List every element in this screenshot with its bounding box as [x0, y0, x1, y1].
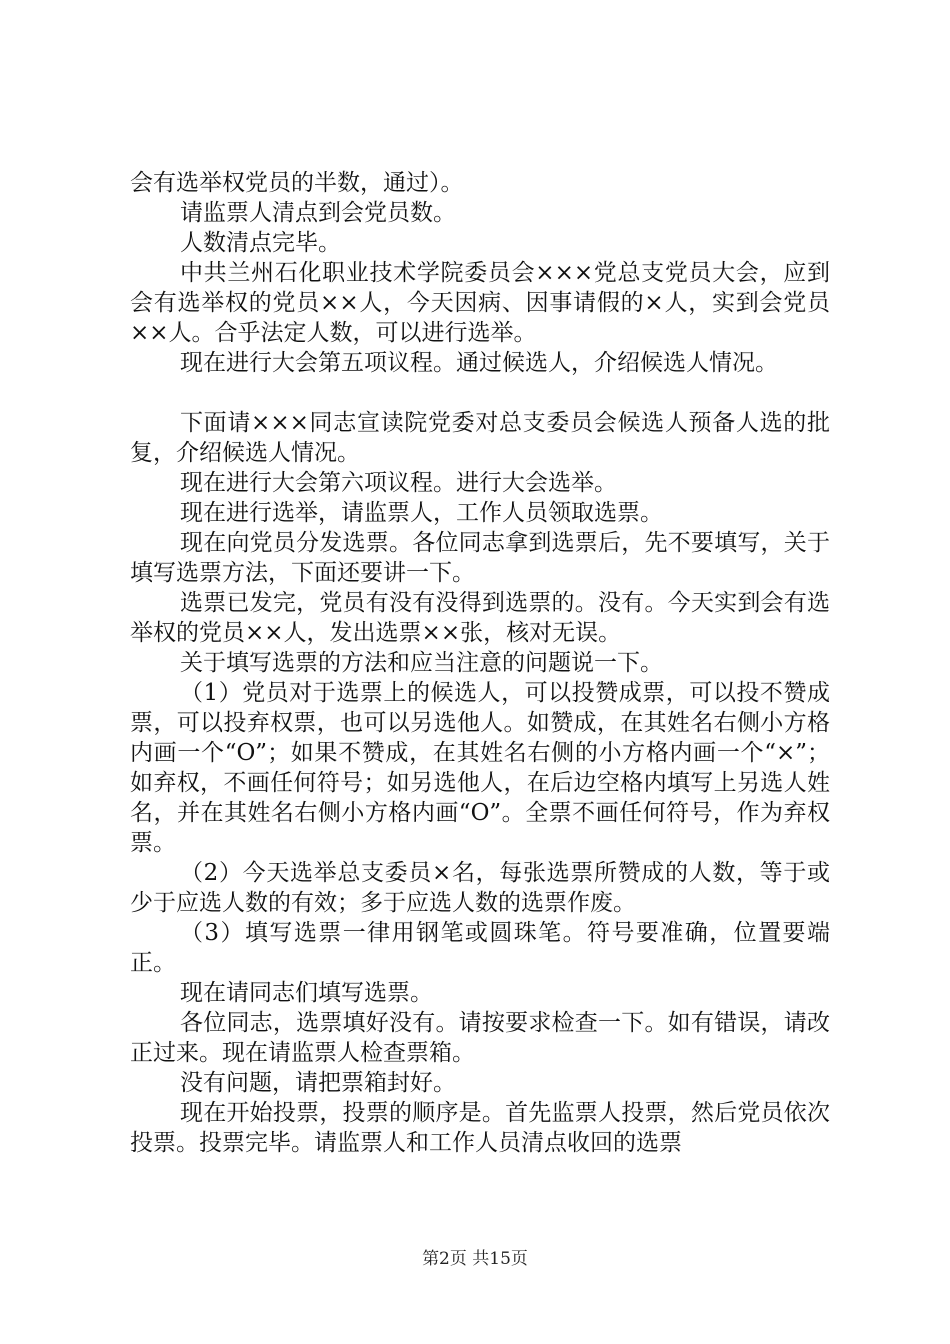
- paragraph-18: 现在开始投票，投票的顺序是。首先监票人投票，然后党员依次投票。投票完毕。请监票人和工作人员清点收回的选票: [130, 1100, 830, 1156]
- document-body: [130, 168, 830, 1158]
- paragraph-9: 现在向党员分发选票。各位同志拿到选票后，先不要填写，关于填写选票方法，下面还要讲一下。: [130, 530, 830, 586]
- paragraph-16: 各位同志，选票填好没有。请按要求检查一下。如有错误，请改正过来。现在请监票人检查票箱。: [130, 1010, 830, 1066]
- paragraph-4: 中共兰州石化职业技术学院委员会×××党总支党员大会，应到会有选举权的党员××人，今天因病、因事请假的×人，实到会党员××人。合乎法定人数，可以进行选举。: [130, 260, 830, 346]
- paragraph-15: 现在请同志们填写选票。: [180, 980, 433, 1006]
- paragraph-3: 人数清点完毕。: [180, 230, 341, 256]
- paragraph-2: 请监票人清点到会党员数。: [180, 200, 456, 226]
- paragraph-10: 选票已发完，党员有没有没得到选票的。没有。今天实到会有选举权的党员××人，发出选票××张，核对无误。: [130, 590, 830, 646]
- blank-line: [130, 378, 830, 408]
- paragraph-11: 关于填写选票的方法和应当注意的问题说一下。: [180, 650, 663, 676]
- page-number-footer: 第2页 共15页: [422, 1249, 528, 1269]
- paragraph-1: 会有选举权党员的半数，通过）。: [130, 170, 464, 196]
- paragraph-14: （3）填写选票一律用钢笔或圆珠笔。符号要准确，位置要端正。: [130, 920, 830, 976]
- paragraph-5: 现在进行大会第五项议程。通过候选人，介绍候选人情况。: [180, 350, 778, 376]
- paragraph-6: 下面请×××同志宣读院党委对总支委员会候选人预备人选的批复，介绍候选人情况。: [130, 410, 830, 466]
- paragraph-7: 现在进行大会第六项议程。进行大会选举。: [180, 470, 617, 496]
- paragraph-13: （2）今天选举总支委员×名，每张选票所赞成的人数，等于或少于应选人数的有效；多于应选人数的选票作废。: [130, 860, 830, 916]
- paragraph-8: 现在进行选举，请监票人，工作人员领取选票。: [180, 500, 663, 526]
- paragraph-17: 没有问题，请把票箱封好。: [180, 1070, 456, 1096]
- paragraph-12: （1）党员对于选票上的候选人，可以投赞成票，可以投不赞成票，可以投弃权票，也可以另选他人。如赞成，在其姓名右侧小方格内画一个“O”；如果不赞成，在其姓名右侧的小方格内画一个“×”；如弃权，不画任何符号；如另选他人，在后边空格内填写上另选人姓名，并在其姓名右侧小方格内画“O”。全票不画任何符号，作为弃权票。: [130, 680, 830, 856]
